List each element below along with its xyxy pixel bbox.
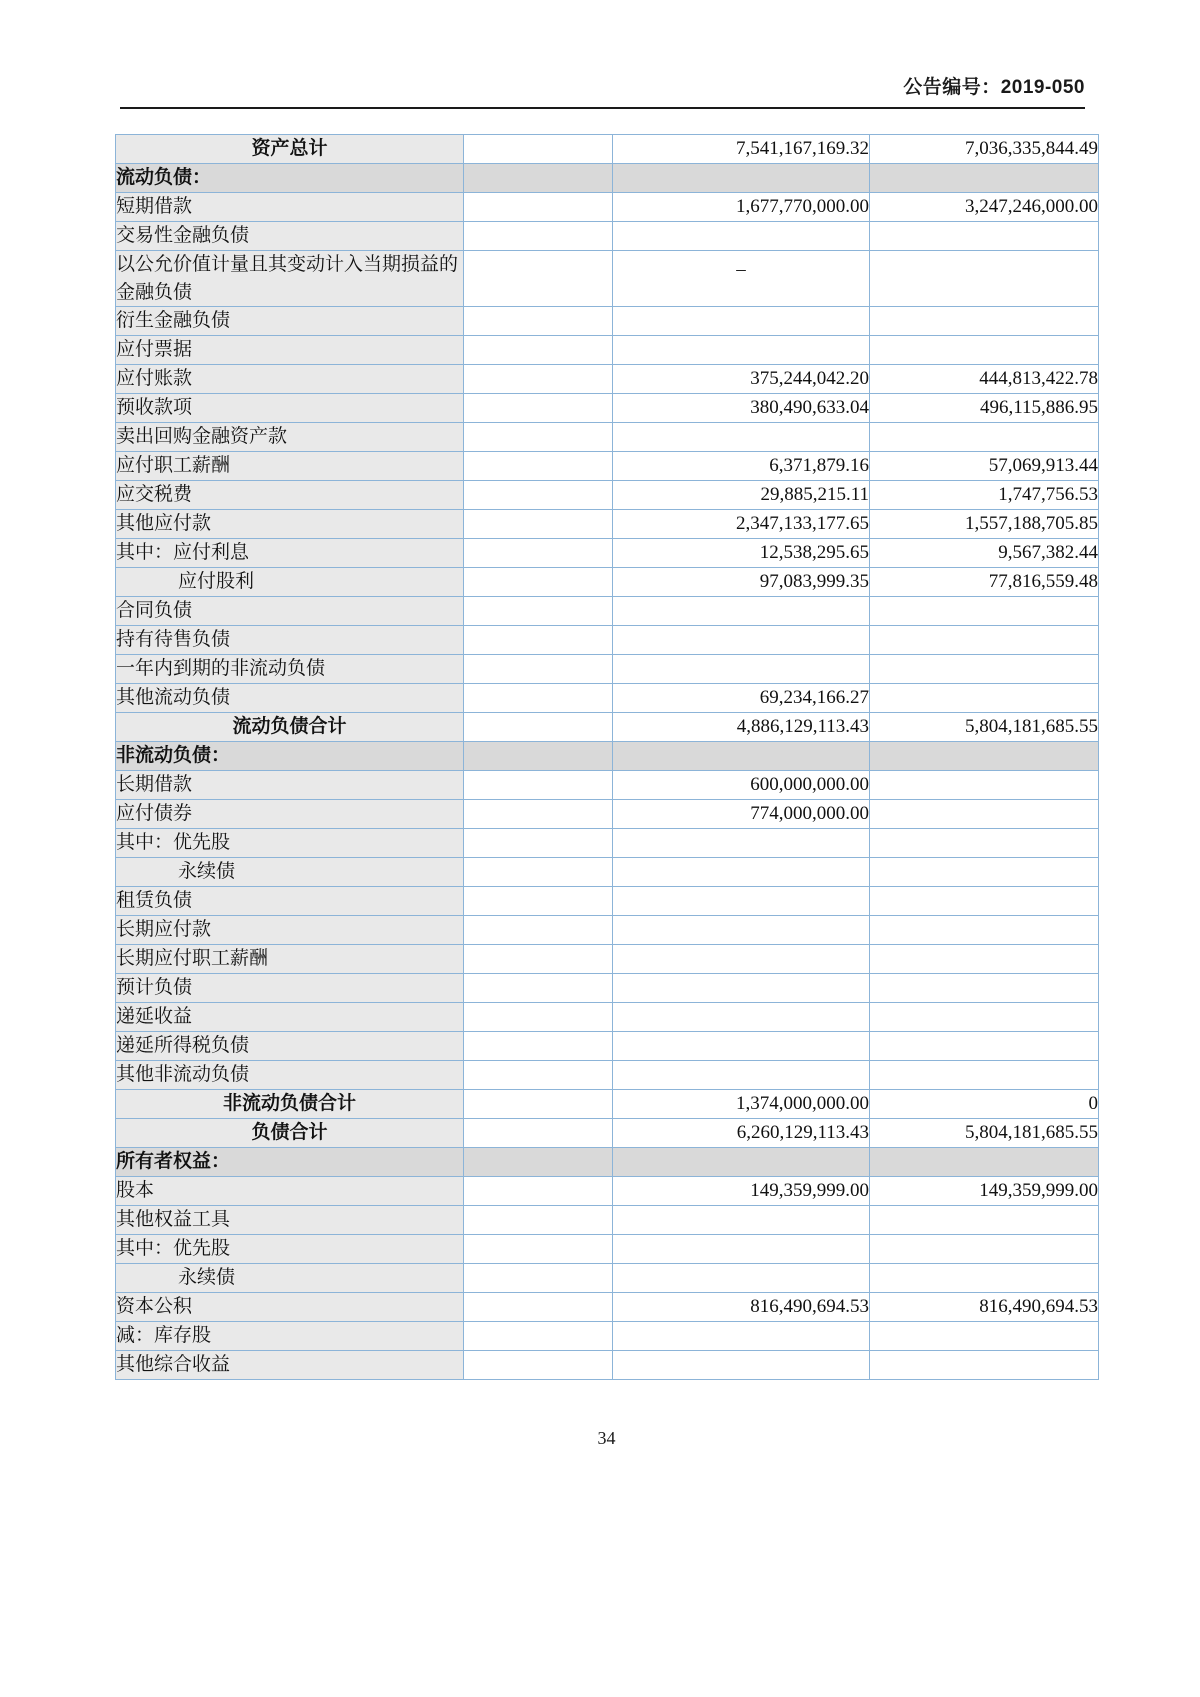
item-label-cell: 应付账款 (116, 365, 464, 394)
amount-current-cell: 1,374,000,000.00 (613, 1090, 870, 1119)
note-cell (464, 713, 613, 742)
amount-current-cell: 375,244,042.20 (613, 365, 870, 394)
amount-prior-cell (870, 251, 1099, 307)
amount-prior-cell: 149,359,999.00 (870, 1177, 1099, 1206)
amount-prior-cell (870, 423, 1099, 452)
item-label-cell: 预收款项 (116, 394, 464, 423)
note-cell (464, 887, 613, 916)
table-row (116, 713, 1099, 742)
table-row (116, 684, 1099, 713)
item-label-cell: 应付股利 (116, 568, 464, 597)
table-row (116, 222, 1099, 251)
note-cell (464, 1032, 613, 1061)
amount-prior-cell (870, 626, 1099, 655)
note-cell (464, 307, 613, 336)
item-label-cell: 流动负债： (116, 164, 464, 193)
item-label-cell: 应交税费 (116, 481, 464, 510)
table-row (116, 1061, 1099, 1090)
note-cell (464, 394, 613, 423)
table-row (116, 1322, 1099, 1351)
table-row (116, 365, 1099, 394)
amount-prior-cell (870, 800, 1099, 829)
amount-prior-cell: 5,804,181,685.55 (870, 1119, 1099, 1148)
item-label-cell: 长期借款 (116, 771, 464, 800)
amount-prior-cell: 77,816,559.48 (870, 568, 1099, 597)
amount-current-cell (613, 597, 870, 626)
note-cell (464, 336, 613, 365)
item-label-cell: 减：库存股 (116, 1322, 464, 1351)
header-rule (120, 107, 1085, 109)
amount-current-cell (613, 887, 870, 916)
note-cell (464, 251, 613, 307)
note-cell (464, 164, 613, 193)
item-label-cell: 长期应付职工薪酬 (116, 945, 464, 974)
item-label-cell: 以公允价值计量且其变动计入当期损益的金融负债 (116, 251, 464, 307)
amount-prior-cell (870, 1264, 1099, 1293)
amount-current-cell: 97,083,999.35 (613, 568, 870, 597)
table-row (116, 1206, 1099, 1235)
note-cell (464, 1351, 613, 1380)
note-cell (464, 771, 613, 800)
amount-prior-cell (870, 916, 1099, 945)
table-row (116, 1032, 1099, 1061)
amount-prior-cell: 0 (870, 1090, 1099, 1119)
amount-prior-cell (870, 684, 1099, 713)
item-label-cell: 资产总计 (116, 135, 464, 164)
amount-prior-cell (870, 597, 1099, 626)
amount-current-cell (613, 1351, 870, 1380)
note-cell (464, 1235, 613, 1264)
announcement-number: 公告编号：2019-050 (903, 77, 1085, 98)
amount-prior-cell (870, 829, 1099, 858)
table-row (116, 916, 1099, 945)
amount-current-cell (613, 655, 870, 684)
note-cell (464, 1322, 613, 1351)
balance-sheet-table (115, 134, 1099, 1380)
note-cell (464, 597, 613, 626)
item-label-cell: 永续债 (116, 858, 464, 887)
amount-current-cell (613, 916, 870, 945)
amount-prior-cell: 7,036,335,844.49 (870, 135, 1099, 164)
item-label-cell: 所有者权益： (116, 1148, 464, 1177)
note-cell (464, 1061, 613, 1090)
table-row (116, 568, 1099, 597)
table-row (116, 974, 1099, 1003)
amount-prior-cell (870, 307, 1099, 336)
note-cell (464, 829, 613, 858)
page-number: 34 (597, 1428, 616, 1448)
amount-prior-cell (870, 1061, 1099, 1090)
amount-prior-cell: 5,804,181,685.55 (870, 713, 1099, 742)
item-label-cell: 其中：优先股 (116, 829, 464, 858)
amount-current-cell (613, 1003, 870, 1032)
table-row (116, 307, 1099, 336)
item-label-cell: 其他流动负债 (116, 684, 464, 713)
amount-current-cell (613, 626, 870, 655)
amount-current-cell (613, 829, 870, 858)
amount-current-cell: 774,000,000.00 (613, 800, 870, 829)
amount-prior-cell: 1,557,188,705.85 (870, 510, 1099, 539)
balance-sheet-table-body (116, 135, 1099, 1380)
amount-current-cell (613, 1322, 870, 1351)
item-label-cell: 预计负债 (116, 974, 464, 1003)
amount-prior-cell (870, 222, 1099, 251)
item-label-cell: 递延收益 (116, 1003, 464, 1032)
amount-current-cell: 1,677,770,000.00 (613, 193, 870, 222)
table-row (116, 164, 1099, 193)
amount-current-cell (613, 1235, 870, 1264)
amount-current-cell: 6,371,879.16 (613, 452, 870, 481)
note-cell (464, 1177, 613, 1206)
amount-prior-cell (870, 1032, 1099, 1061)
amount-current-cell: 149,359,999.00 (613, 1177, 870, 1206)
amount-current-cell (613, 1148, 870, 1177)
amount-prior-cell (870, 1206, 1099, 1235)
item-label-cell: 应付债券 (116, 800, 464, 829)
note-cell (464, 539, 613, 568)
amount-current-cell: 2,347,133,177.65 (613, 510, 870, 539)
note-cell (464, 568, 613, 597)
item-label-cell: 合同负债 (116, 597, 464, 626)
amount-prior-cell (870, 1351, 1099, 1380)
note-cell (464, 481, 613, 510)
amount-current-cell: 6,260,129,113.43 (613, 1119, 870, 1148)
note-cell (464, 365, 613, 394)
item-label-cell: 持有待售负债 (116, 626, 464, 655)
note-cell (464, 1206, 613, 1235)
note-cell (464, 1148, 613, 1177)
amount-prior-cell (870, 336, 1099, 365)
amount-prior-cell (870, 771, 1099, 800)
amount-current-cell: 69,234,166.27 (613, 684, 870, 713)
item-label-cell: 卖出回购金融资产款 (116, 423, 464, 452)
note-cell (464, 135, 613, 164)
amount-prior-cell (870, 164, 1099, 193)
note-cell (464, 1119, 613, 1148)
item-label-cell: 非流动负债合计 (116, 1090, 464, 1119)
note-cell (464, 684, 613, 713)
note-cell (464, 1264, 613, 1293)
amount-current-cell (613, 307, 870, 336)
item-label-cell: 其中：优先股 (116, 1235, 464, 1264)
note-cell (464, 626, 613, 655)
table-row (116, 800, 1099, 829)
table-row (116, 626, 1099, 655)
amount-current-cell: 12,538,295.65 (613, 539, 870, 568)
item-label-cell: 资本公积 (116, 1293, 464, 1322)
note-cell (464, 452, 613, 481)
item-label-cell: 其他应付款 (116, 510, 464, 539)
amount-current-cell (613, 423, 870, 452)
note-cell (464, 510, 613, 539)
table-row (116, 423, 1099, 452)
item-label-cell: 其他非流动负债 (116, 1061, 464, 1090)
amount-prior-cell (870, 1322, 1099, 1351)
note-cell (464, 423, 613, 452)
item-label-cell: 一年内到期的非流动负债 (116, 655, 464, 684)
item-label-cell: 交易性金融负债 (116, 222, 464, 251)
table-row (116, 135, 1099, 164)
table-row (116, 394, 1099, 423)
amount-prior-cell: 816,490,694.53 (870, 1293, 1099, 1322)
table-row (116, 771, 1099, 800)
table-row (116, 655, 1099, 684)
amount-prior-cell (870, 1235, 1099, 1264)
amount-prior-cell (870, 945, 1099, 974)
note-cell (464, 800, 613, 829)
amount-prior-cell (870, 1003, 1099, 1032)
item-label-cell: 长期应付款 (116, 916, 464, 945)
table-row (116, 251, 1099, 307)
table-row (116, 510, 1099, 539)
amount-prior-cell: 1,747,756.53 (870, 481, 1099, 510)
amount-current-cell: 4,886,129,113.43 (613, 713, 870, 742)
item-label-cell: 递延所得税负债 (116, 1032, 464, 1061)
amount-prior-cell: 444,813,422.78 (870, 365, 1099, 394)
amount-current-cell (613, 1032, 870, 1061)
item-label-cell: 其他综合收益 (116, 1351, 464, 1380)
note-cell (464, 222, 613, 251)
table-row (116, 1264, 1099, 1293)
note-cell (464, 1090, 613, 1119)
amount-prior-cell (870, 974, 1099, 1003)
amount-current-cell: 7,541,167,169.32 (613, 135, 870, 164)
item-label-cell: 租赁负债 (116, 887, 464, 916)
table-row (116, 336, 1099, 365)
table-row (116, 887, 1099, 916)
item-label-cell: 衍生金融负债 (116, 307, 464, 336)
amount-prior-cell (870, 742, 1099, 771)
note-cell (464, 916, 613, 945)
amount-prior-cell (870, 1148, 1099, 1177)
amount-prior-cell: 496,115,886.95 (870, 394, 1099, 423)
item-label-cell: 负债合计 (116, 1119, 464, 1148)
note-cell (464, 742, 613, 771)
amount-prior-cell (870, 887, 1099, 916)
item-label-cell: 股本 (116, 1177, 464, 1206)
table-row (116, 1148, 1099, 1177)
table-row (116, 945, 1099, 974)
amount-current-cell: 600,000,000.00 (613, 771, 870, 800)
table-row (116, 539, 1099, 568)
amount-current-cell (613, 974, 870, 1003)
amount-prior-cell (870, 655, 1099, 684)
amount-prior-cell: 3,247,246,000.00 (870, 193, 1099, 222)
item-label-cell: 短期借款 (116, 193, 464, 222)
table-row (116, 193, 1099, 222)
item-label-cell: 其中：应付利息 (116, 539, 464, 568)
note-cell (464, 1003, 613, 1032)
amount-current-cell (613, 1206, 870, 1235)
note-cell (464, 974, 613, 1003)
item-label-cell: 永续债 (116, 1264, 464, 1293)
table-row (116, 1003, 1099, 1032)
item-label-cell: 应付职工薪酬 (116, 452, 464, 481)
table-row (116, 1177, 1099, 1206)
item-label-cell: 流动负债合计 (116, 713, 464, 742)
note-cell (464, 945, 613, 974)
table-row (116, 1351, 1099, 1380)
amount-current-cell: – (613, 251, 870, 307)
amount-current-cell: 380,490,633.04 (613, 394, 870, 423)
amount-current-cell (613, 858, 870, 887)
amount-current-cell (613, 164, 870, 193)
note-cell (464, 858, 613, 887)
table-row (116, 742, 1099, 771)
table-row (116, 481, 1099, 510)
amount-current-cell (613, 945, 870, 974)
table-row (116, 858, 1099, 887)
note-cell (464, 655, 613, 684)
amount-current-cell (613, 222, 870, 251)
table-row (116, 597, 1099, 626)
table-row (116, 1119, 1099, 1148)
table-row (116, 1235, 1099, 1264)
amount-prior-cell (870, 858, 1099, 887)
table-row (116, 1293, 1099, 1322)
amount-prior-cell: 9,567,382.44 (870, 539, 1099, 568)
amount-current-cell (613, 742, 870, 771)
note-cell (464, 193, 613, 222)
item-label-cell: 其他权益工具 (116, 1206, 464, 1235)
amount-current-cell: 29,885,215.11 (613, 481, 870, 510)
amount-current-cell: 816,490,694.53 (613, 1293, 870, 1322)
amount-current-cell (613, 1264, 870, 1293)
item-label-cell: 非流动负债： (116, 742, 464, 771)
table-row (116, 829, 1099, 858)
amount-current-cell (613, 1061, 870, 1090)
table-row (116, 452, 1099, 481)
item-label-cell: 应付票据 (116, 336, 464, 365)
amount-current-cell (613, 336, 870, 365)
note-cell (464, 1293, 613, 1322)
amount-prior-cell: 57,069,913.44 (870, 452, 1099, 481)
table-row (116, 1090, 1099, 1119)
